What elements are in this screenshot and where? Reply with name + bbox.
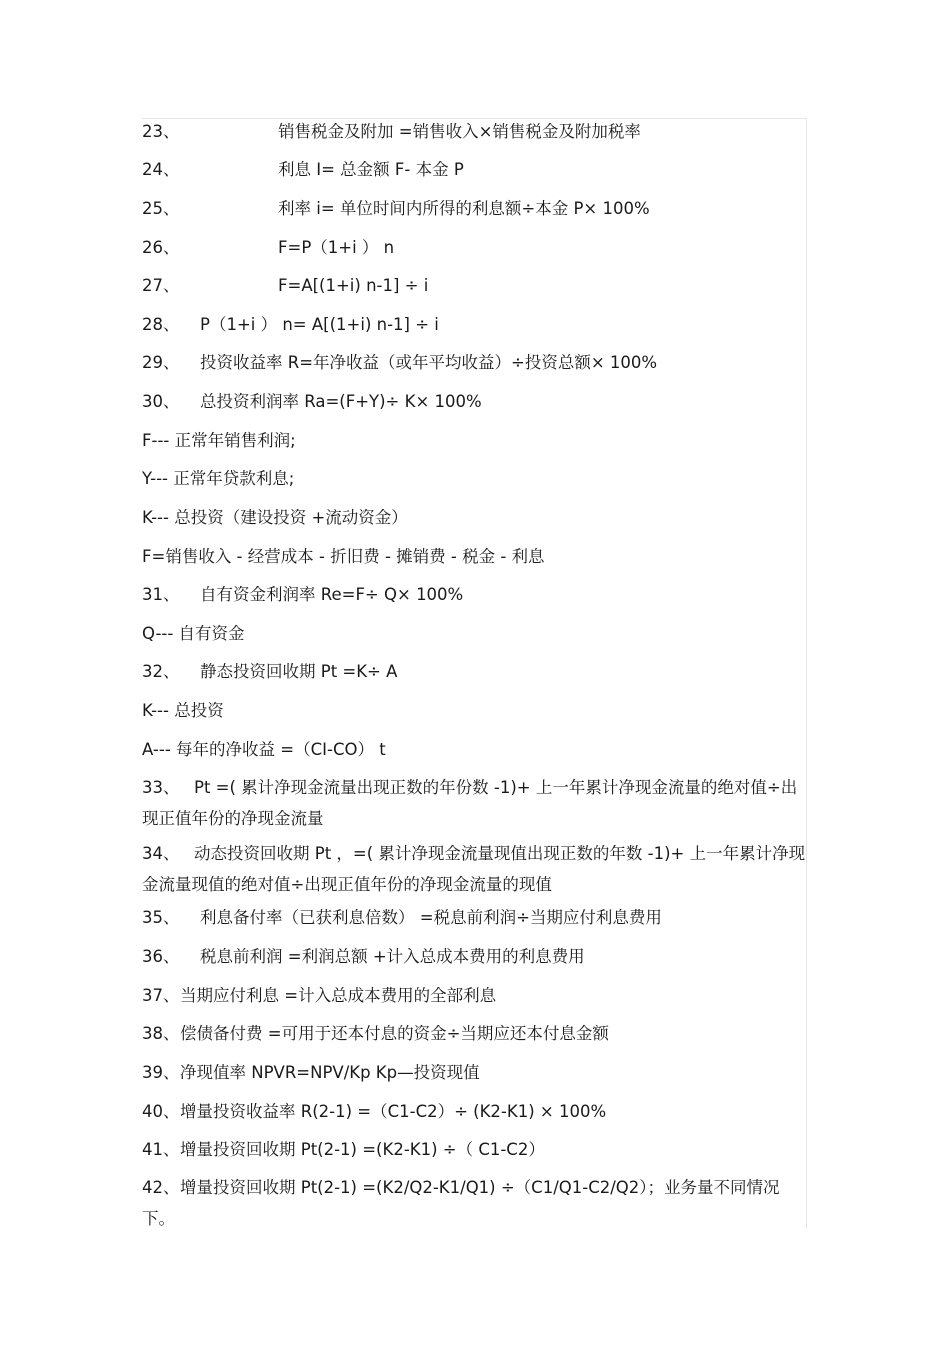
formula-line-25 bbox=[142, 195, 807, 223]
definition-text: Q--- 自有资金 bbox=[142, 624, 245, 643]
formula-text: 动态投资回收期 Pt ，=( 累计净现金流量现值出现正数的年数 -1)+ 上一年累计净现金流量现值的绝对值÷出现正值年份的净现金流量的现值 bbox=[142, 844, 806, 894]
formula-text: 当期应付利息 =计入总成本费用的全部利息 bbox=[180, 986, 497, 1005]
formula-text: 净现值率 NPVR=NPV/Kp Kp—投资现值 bbox=[180, 1063, 480, 1082]
formula-text: F=A[(1+i) n-1] ÷ i bbox=[278, 276, 429, 295]
item-number: 25、 bbox=[142, 199, 180, 218]
definition-text: K--- 总投资（建设投资 +流动资金） bbox=[142, 508, 408, 527]
formula-line-26 bbox=[142, 234, 807, 262]
item-number: 41、 bbox=[142, 1140, 180, 1159]
formula-line-23 bbox=[142, 118, 807, 146]
formula-text: 税息前利润 =利润总额 +计入总成本费用的利息费用 bbox=[200, 947, 585, 966]
formula-line-38 bbox=[142, 1020, 807, 1048]
formula-text: Pt =( 累计净现金流量出现正数的年份数 -1)+ 上一年累计净现金流量的绝对值÷出现正值年份的净现金流量 bbox=[142, 778, 798, 828]
formula-line-32 bbox=[142, 658, 807, 686]
item-number: 32、 bbox=[142, 662, 180, 681]
formula-text: 增量投资回收期 Pt(2-1) =(K2-K1) ÷（ C1-C2） bbox=[180, 1140, 545, 1159]
definition-line-q bbox=[142, 620, 807, 648]
item-number: 28、 bbox=[142, 315, 180, 334]
formula-line-27 bbox=[142, 272, 807, 300]
item-number: 42、 bbox=[142, 1178, 180, 1197]
definition-text: K--- 总投资 bbox=[142, 701, 224, 720]
item-number: 37、 bbox=[142, 986, 180, 1005]
item-number: 38、 bbox=[142, 1024, 180, 1043]
definition-line-k bbox=[142, 504, 807, 532]
item-number: 30、 bbox=[142, 392, 180, 411]
definition-line-f bbox=[142, 427, 807, 455]
formula-text: 增量投资收益率 R(2-1) =（C1-C2）÷ (K2-K1) × 100% bbox=[180, 1102, 607, 1121]
item-number: 27、 bbox=[142, 276, 180, 295]
formula-text: 利息 I= 总金额 F- 本金 P bbox=[278, 160, 464, 179]
definition-text: F=销售收入 - 经营成本 - 折旧费 - 摊销费 - 税金 - 利息 bbox=[142, 547, 545, 566]
formula-line-24 bbox=[142, 156, 807, 184]
formula-text: 增量投资回收期 Pt(2-1) =(K2/Q2-K1/Q1) ÷（C1/Q1-C2/Q2）；业务量不同情况下。 bbox=[142, 1178, 780, 1228]
formula-line-36 bbox=[142, 943, 807, 971]
item-number: 39、 bbox=[142, 1063, 180, 1082]
formula-line-34 bbox=[142, 838, 807, 900]
definition-text: F--- 正常年销售利润; bbox=[142, 431, 296, 450]
item-number: 36、 bbox=[142, 947, 180, 966]
formula-line-30 bbox=[142, 388, 807, 416]
definition-text: A--- 每年的净收益 =（CI-CO） t bbox=[142, 740, 386, 759]
formula-text: 利率 i= 单位时间内所得的利息额÷本金 P× 100% bbox=[278, 199, 650, 218]
definition-text: Y--- 正常年贷款利息; bbox=[142, 469, 295, 488]
item-number: 31、 bbox=[142, 585, 180, 604]
formula-line-41 bbox=[142, 1136, 807, 1164]
formula-text: 总投资利润率 Ra=(F+Y)÷ K× 100% bbox=[200, 392, 482, 411]
formula-line-42 bbox=[142, 1172, 807, 1234]
formula-line-29 bbox=[142, 349, 807, 377]
formula-line-35 bbox=[142, 904, 807, 932]
formula-text: 静态投资回收期 Pt =K÷ A bbox=[200, 662, 398, 681]
item-number: 35、 bbox=[142, 908, 180, 927]
formula-text: 销售税金及附加 =销售收入×销售税金及附加税率 bbox=[278, 122, 641, 141]
item-number: 29、 bbox=[142, 353, 180, 372]
item-number: 26、 bbox=[142, 238, 180, 257]
formula-line-31 bbox=[142, 581, 807, 609]
definition-line-f-formula bbox=[142, 543, 807, 571]
item-number: 23、 bbox=[142, 122, 180, 141]
formula-text: F=P（1+i ） n bbox=[278, 238, 395, 257]
definition-line-a bbox=[142, 736, 807, 764]
definition-line-k2 bbox=[142, 697, 807, 725]
item-number: 40、 bbox=[142, 1102, 180, 1121]
formula-text: P（1+i ） n= A[(1+i) n-1] ÷ i bbox=[200, 315, 439, 334]
item-number: 34、 bbox=[142, 844, 180, 863]
formula-line-39 bbox=[142, 1059, 807, 1087]
item-number: 24、 bbox=[142, 160, 180, 179]
formula-line-40 bbox=[142, 1098, 807, 1126]
formula-text: 自有资金利润率 Re=F÷ Q× 100% bbox=[200, 585, 464, 604]
formula-text: 投资收益率 R=年净收益（或年平均收益）÷投资总额× 100% bbox=[200, 353, 658, 372]
definition-line-y bbox=[142, 465, 807, 493]
formula-line-28 bbox=[142, 311, 807, 339]
formula-line-33 bbox=[142, 772, 807, 834]
formula-text: 偿债备付费 =可用于还本付息的资金÷当期应还本付息金额 bbox=[180, 1024, 609, 1043]
formula-line-37 bbox=[142, 982, 807, 1010]
formula-text: 利息备付率（已获利息倍数） =税息前利润÷当期应付利息费用 bbox=[200, 908, 662, 927]
item-number: 33、 bbox=[142, 778, 180, 797]
